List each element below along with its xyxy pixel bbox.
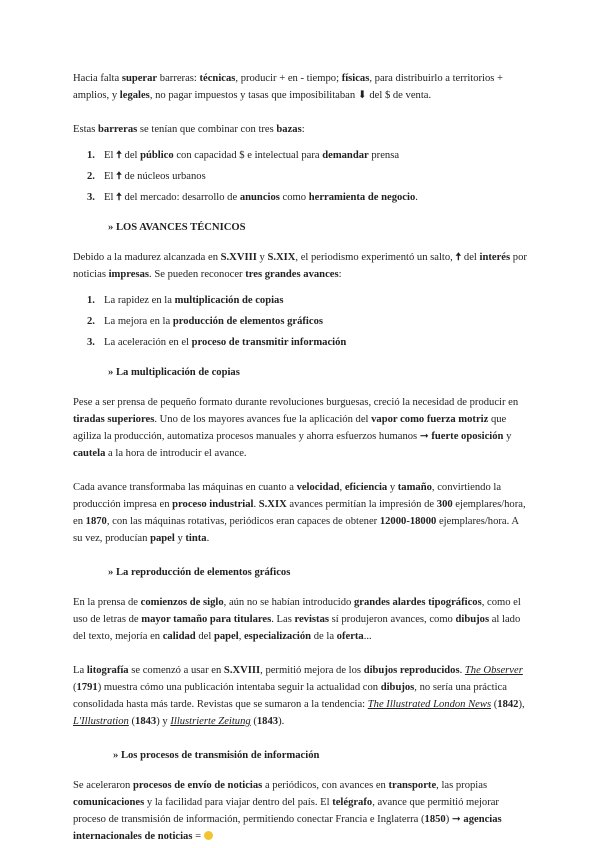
graficos-paragraph-1: En la prensa de comienzos de siglo, aún no se habían introducido grandes alardes tipográficos, como el uso de letras de mayor tamaño para titulares. Las revistas sí produjeron avances, como dibujos al lado del texto, mejoría en calidad del papel, especialización de la oferta... [73, 597, 521, 642]
list-item: 3. La aceleración en el proceso de transmitir información [87, 337, 347, 348]
grimacing-face-emoji-icon [204, 831, 213, 840]
list-item: 1. El 🠅 del público con capacidad $ e intelectual para demandar prensa [87, 150, 400, 161]
graficos-paragraph-2: La litografía se comenzó a usar en S.XVIII, permitió mejora de los dibujos reproducidos. The Observer (1791) muestra cómo una publicación intentaba seguir la actualidad con dibujos, no sería una práctica consolidada hasta más tarde. Revistas que se sumaron a la tendencia: The Illustrated London News (1842), L'Illustration (1843) y Illustrierte Zeitung (1843). [73, 665, 525, 727]
avances-paragraph: Debido a la madurez alcanzada en S.XVIII y S.XIX, el periodismo experimentó un salto, 🠅 del interés por noticias impresas. Se pueden reconocer tres grandes avances: [73, 252, 527, 280]
section-heading-avances: » LOS AVANCES TÉCNICOS [108, 222, 246, 233]
section-heading-graficos: » La reproducción de elementos gráficos [108, 567, 291, 578]
bazas-list [73, 147, 529, 206]
avances-list [73, 292, 529, 351]
copias-paragraph-1: Pese a ser prensa de pequeño formato durante revoluciones burguesas, creció la necesidad de producir en tiradas superiores. Uno de los mayores avances fue la aplicación del vapor como fuerza motriz que agiliza la producción, automatiza procesos manuales y ahorra esfuerzos humanos ➞ fuerte oposición y cautela a la hora de introducir el avance. [73, 397, 519, 459]
list-item: 3. El 🠅 del mercado: desarrollo de anuncios como herramienta de negocio. [87, 192, 418, 203]
section-heading-transmision: » Los procesos de transmisión de información [113, 750, 320, 761]
section-heading-copias: » La multiplicación de copias [108, 367, 240, 378]
intro-paragraph: Hacia falta superar barreras: técnicas, producir + en - tiempo; físicas, para distribuirlo a territorios + amplios, y legales, no pagar impuestos y tasas que imposibilitaban ⬇ del $ de venta. [73, 73, 504, 101]
list-item: 2. La mejora en la producción de elementos gráficos [87, 316, 323, 327]
list-item: 2. El 🠅 de núcleos urbanos [87, 171, 206, 182]
transmision-paragraph: Se aceleraron procesos de envío de noticias a periódicos, con avances en transporte, las propias comunicaciones y la facilidad para viajar dentro del país. El telégrafo, avance que permitió mejorar proceso de transmisión de información, permitiendo conectar Francia e Inglaterra (1850) ➞ agencias internacionales de noticias = [73, 780, 502, 842]
list-item: 1. La rapidez en la multiplicación de copias [87, 295, 284, 306]
barriers-paragraph: Estas barreras se tenían que combinar con tres bazas: [73, 124, 305, 135]
document-page [73, 70, 529, 845]
copias-paragraph-2: Cada avance transformaba las máquinas en cuanto a velocidad, eficiencia y tamaño, convirtiendo la producción impresa en proceso industrial. S.XIX avances permitían la impresión de 300 ejemplares/hora, en 1870, con las máquinas rotativas, periódicos eran capaces de obtener 12000-18000 ejemplares/hora. A su vez, producían papel y tinta. [73, 482, 526, 544]
